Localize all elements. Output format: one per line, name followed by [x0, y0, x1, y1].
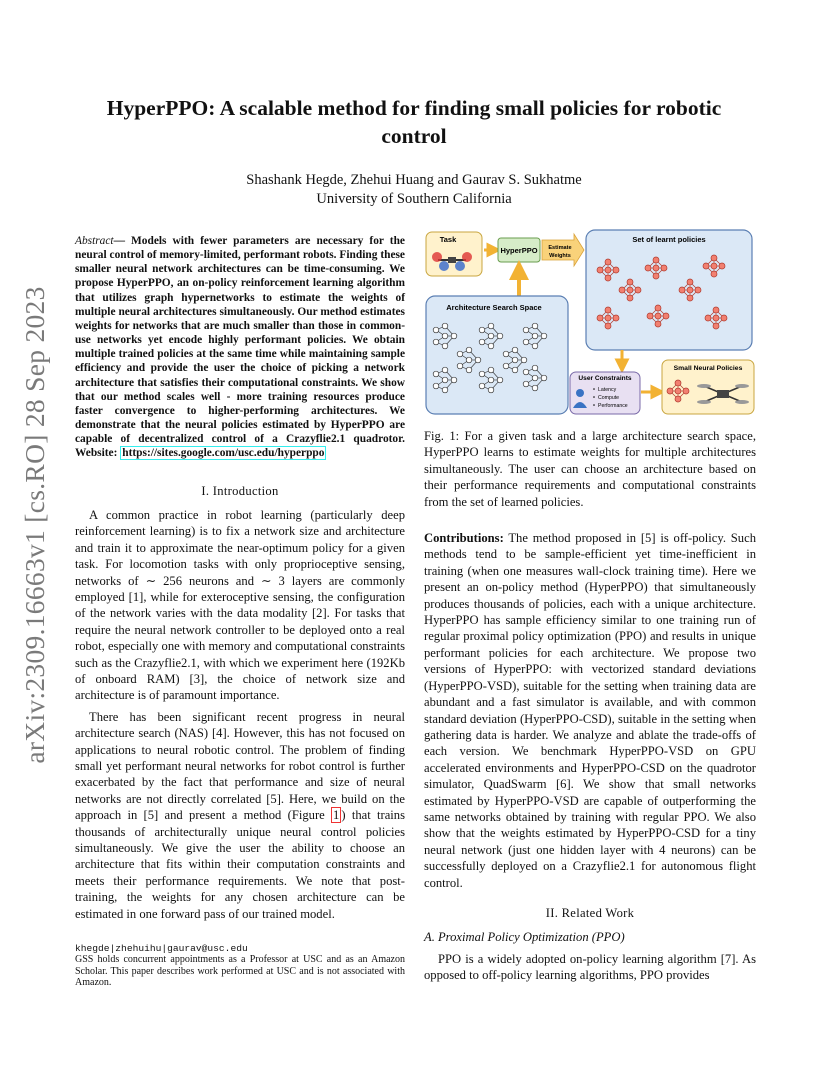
- author-block: [0, 171, 828, 209]
- user-constraints-label: User Constraints: [578, 375, 632, 382]
- weights-label: Weights: [549, 253, 571, 259]
- figure-1-caption: Fig. 1: For a given task and a large architecture search space, HyperPPO learns to estimate weights for multiple architectures simultaneously. The user can choose an architecture based on their performance requirements and computational constraints from the set of learned policies.: [424, 429, 756, 509]
- abstract-text: — Models with fewer parameters are necessary for the neural control of memory-limited, performant robots. Finding these smaller neural network architectures can be time-consuming. We propose HyperPPO, an on-policy reinforcement learning algorithm that utilizes graph hypernetworks to estimate the weights of multiple neural architectures simultaneously. Our method estimates weights for networks that are much smaller than those in common-use networks yet encode highly performant policies. We obtain multiple trained policies at the same time while maintaining sample efficiency and provide the user the choice of picking a network architecture that satisfies their computational constraints. We show that our method scales well - more training resources produce faster convergence to higher-performing architectures. We demonstrate that the neural policies estimated by HyperPPO are capable of decentralized control of a Crazyflie2.1 quadrotor. Website:: [75, 235, 405, 460]
- abstract-label: Abstract: [75, 235, 114, 247]
- figure-reference-link[interactable]: 1: [333, 808, 340, 823]
- right-column: [424, 228, 756, 989]
- constraint-performance: Performance: [598, 403, 628, 409]
- intro-paragraph-2-text-b: ) that trains thousands of architecturally unique neural control policies simultaneously. We give the user the ability to choose an architecture that fits within their computation constraints and meets their performance requirements. We note that post-training, the weights for any chosen architecture can be estimated in one forward pass of our trained model.: [75, 808, 406, 921]
- author-names: Shashank Hegde, Zhehui Huang and Gaurav S. Sukhatme: [246, 172, 582, 188]
- contributions-label: Contributions:: [424, 531, 504, 546]
- small-policies-label: Small Neural Policies: [673, 365, 743, 372]
- subsection-heading-ppo: A. Proximal Policy Optimization (PPO): [424, 930, 625, 945]
- search-space-label: Architecture Search Space: [446, 303, 542, 312]
- arxiv-identifier: [19, 286, 50, 764]
- task-label: Task: [439, 235, 457, 244]
- contributions-paragraph: [424, 530, 756, 891]
- constraint-latency: Latency: [598, 387, 617, 393]
- footnotes: [75, 943, 405, 989]
- affiliation: University of Southern California: [316, 191, 512, 207]
- website-link[interactable]: https://sites.google.com/usc.edu/hyperppo: [122, 447, 325, 460]
- estimate-label: Estimate: [548, 245, 572, 251]
- section-heading-introduction: I. Introduction: [201, 483, 279, 498]
- section-heading-related-work: II. Related Work: [545, 905, 635, 920]
- intro-paragraph-2-text-a: There has been significant recent progress in neural architecture search (NAS) [4]. However, this has not focused on applications to neural robotic control. The problem of finding small yet performant neural networks for robot control is further exacerbated by the fact that performance and size of neural networks are not directly correlated [5]. Here, we build on the approach in [5] and present a method (Figure: [75, 709, 405, 823]
- related-work-paragraph-1: PPO is a widely adopted on-policy learning algorithm [7]. As opposed to off-policy learning algorithms, PPO provides: [424, 951, 756, 983]
- learnt-policies-label: Set of learnt policies: [632, 235, 706, 244]
- affiliation-note: GSS holds concurrent appointments as a Professor at USC and as an Amazon Scholar. This paper describes work performed at USC and is not associated with Amazon.: [75, 954, 405, 989]
- abstract: [75, 234, 405, 461]
- arxiv-identifier-text: arXiv:2309.16663v1 [cs.RO] 28 Sep 2023: [19, 286, 50, 764]
- hyperppo-label: HyperPPO: [500, 246, 538, 255]
- intro-paragraph-2: [75, 709, 405, 922]
- paper-title: HyperPPO: A scalable method for finding small policies for robotic control: [106, 96, 722, 148]
- intro-paragraph-1: A common practice in robot learning (particularly deep reinforcement learning) is to fix a network size and architecture and train it to approximate the near-optimum policy for a given task. For locomotion tasks with only proprioceptive sensing, networks of ∼ 256 neurons and ∼ 3 layers are commonly employed [1], while for exteroceptive sensing, the configuration of the network varies with the data modality [2]. For tasks that require the neural network controller to be deployed onto a real robot, especially one with memory and computational constraints such as the Crazyflie2.1, with which we experiment here (192Kb of onboard RAM) [3], the choice of network size and architecture is of paramount importance.: [75, 507, 405, 703]
- constraint-compute: Compute: [598, 395, 620, 401]
- author-emails: khegde|zhehuihu|gaurav@usc.edu: [75, 943, 248, 954]
- left-column: [75, 234, 405, 927]
- contributions-text: The method proposed in [5] is off-policy. Such methods tend to be sample-efficient yet time-inefficient in training (when one measures wall-clock training time). Here we present an on-policy method (HyperPPO) that simultaneously produces thousands of policies, each with a unique architecture. HyperPPO has sample efficiency similar to one training run of regular proximal policy optimization (PPO) and results in unique performant policies for each architecture. We propose two versions of HyperPPO: with vectorized standard deviations (HyperPPO-VSD), suitable for the setting when training data are abundant and a fast simulator is available, and with common standard deviation (HyperPPO-CSD), suitable in the setting when gathering data is harder. We analyze and ablate the trade-offs of each version. We benchmark HyperPPO-VSD on GPU accelerated environments and HyperPPO-CSD on the quadrotor simulator, QuadSwarm [6]. We show that small networks estimated by HyperPPO-VSD are capable of outperforming the same networks obtained by training with regular PPO. We also show that the weights estimated by HyperPPO-CSD for a tiny neural network (just one hidden layer with 4 neurons) can be successfully deployed on a Crazyflie2.1 for autonomous flight control.: [424, 531, 756, 890]
